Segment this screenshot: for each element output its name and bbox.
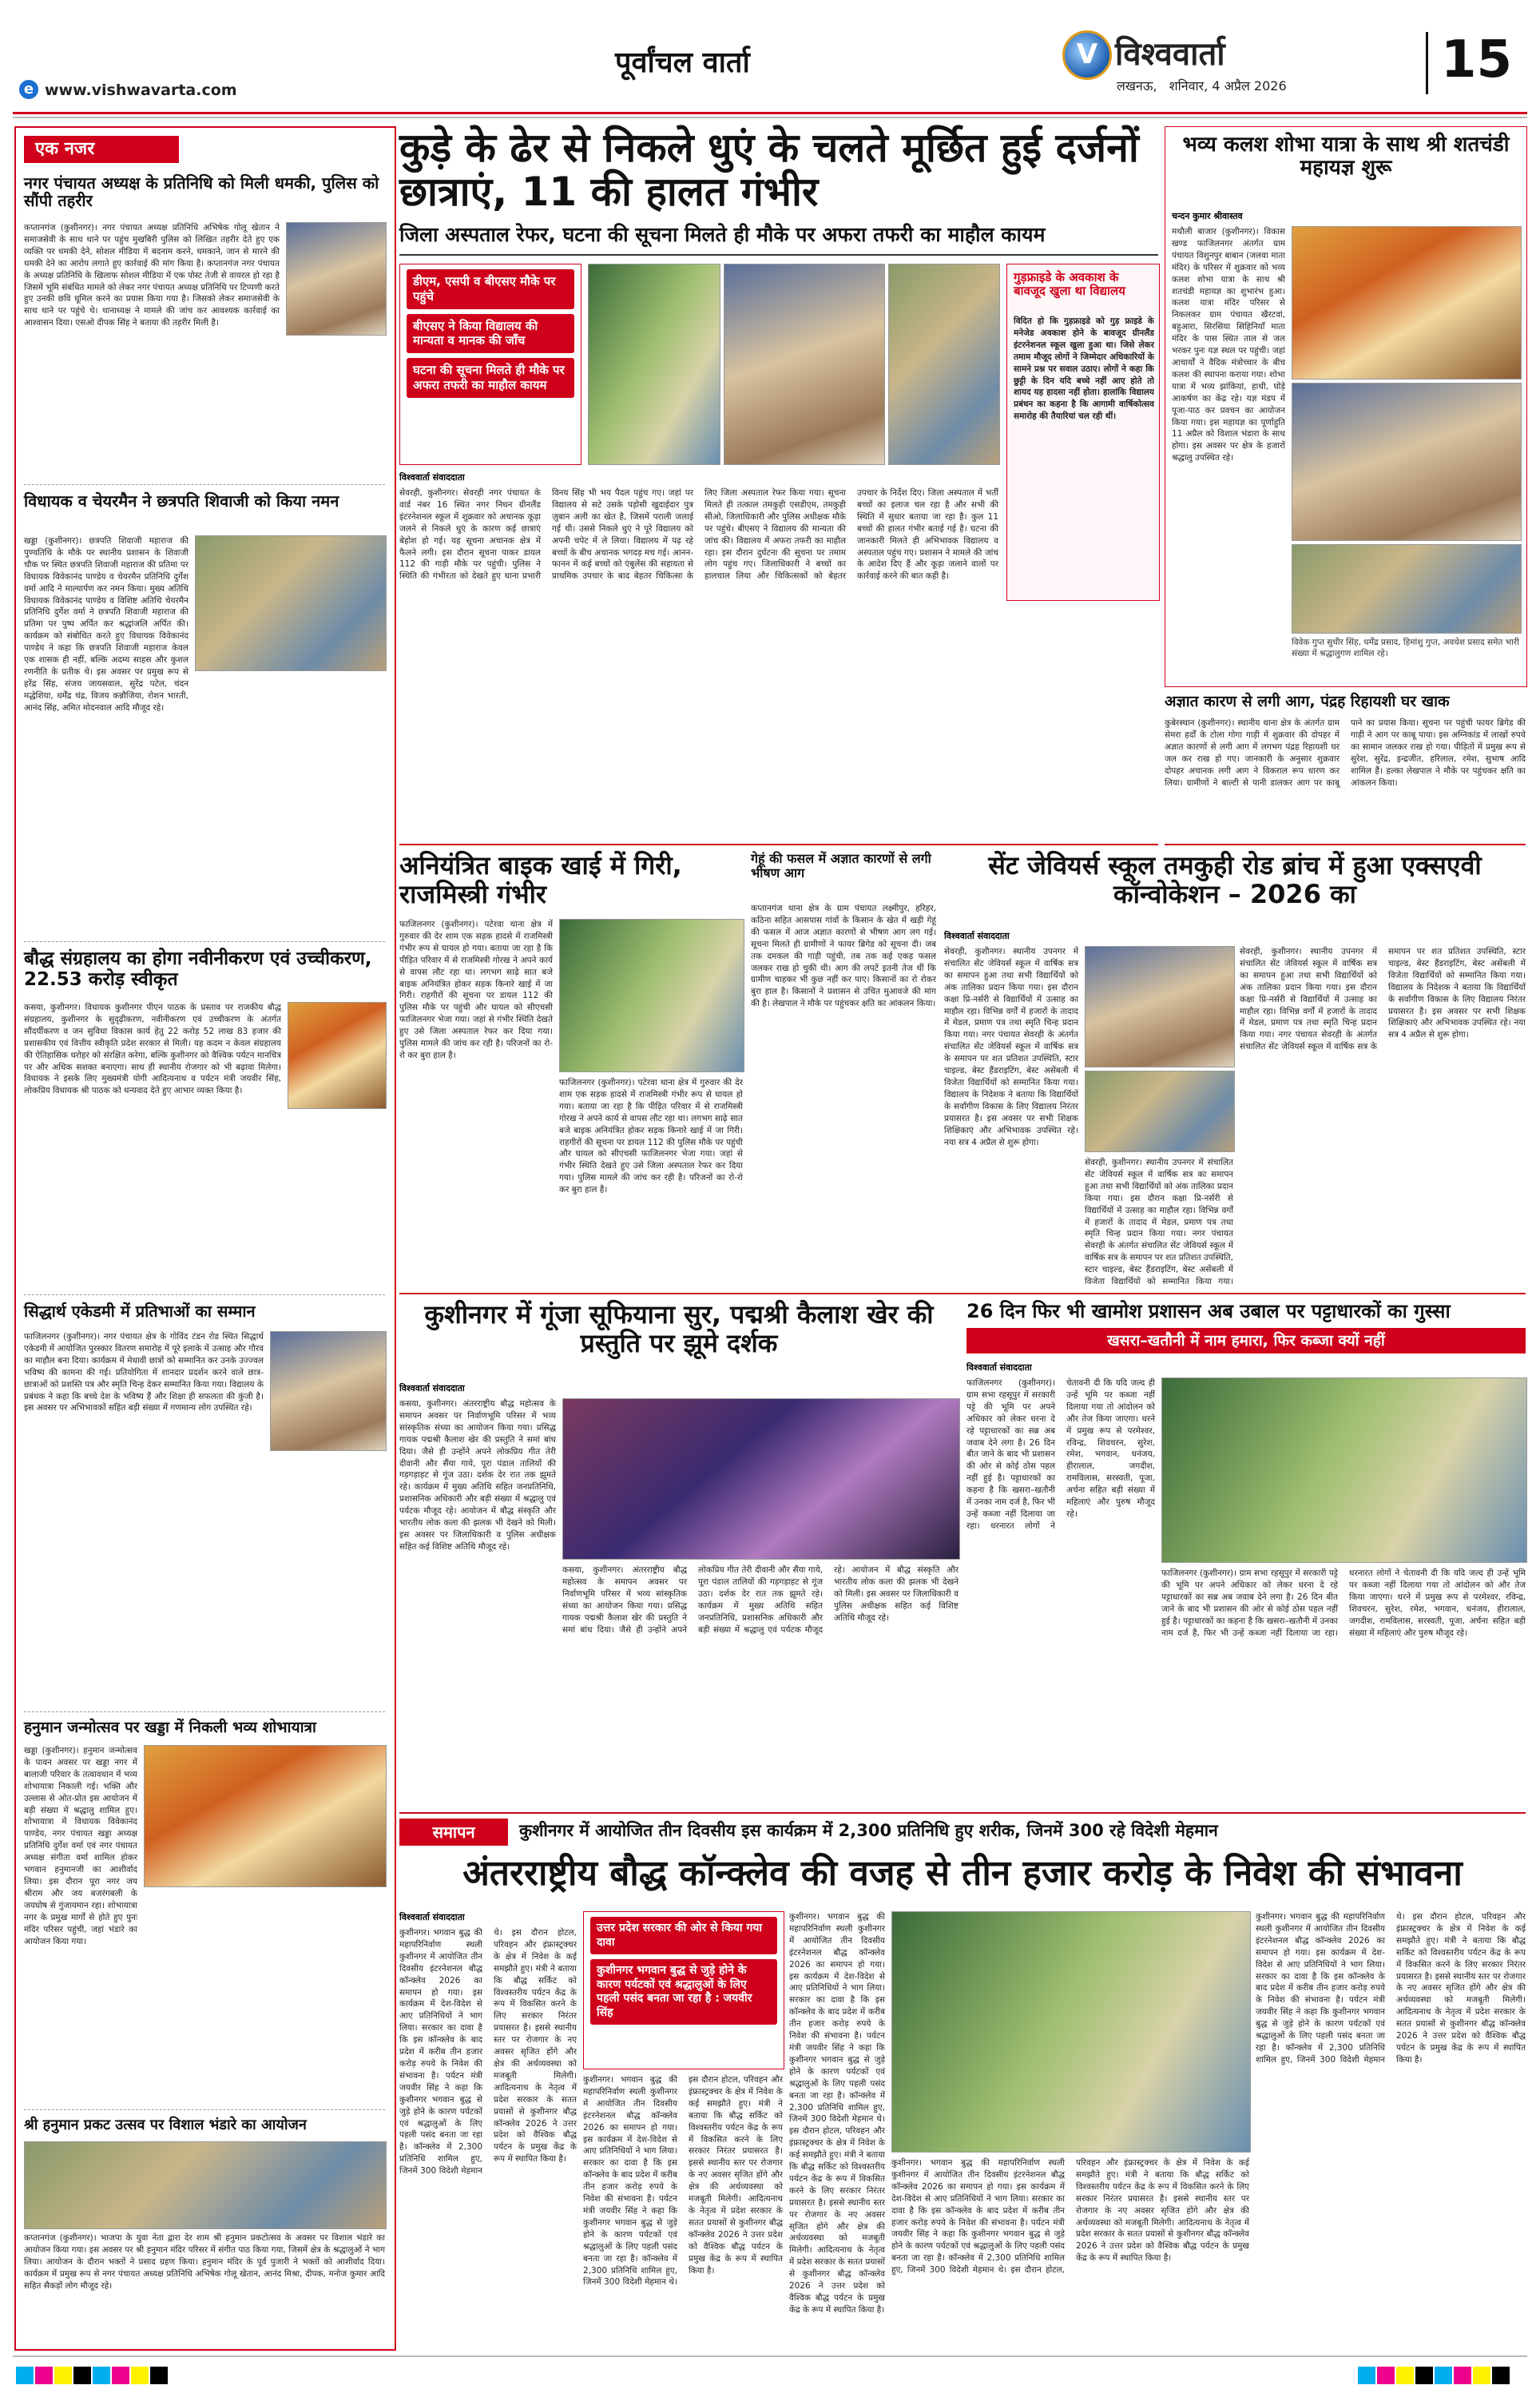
pattedar-photo	[1161, 1377, 1527, 1563]
bike-body-2: फाजिलनगर (कुशीनगर)। पटेरवा थाना क्षेत्र में गुरुवार की देर शाम एक सड़क हादसे में राजमिस्त्री गंभीर रूप से घायल हो गया। बताया जा रहा है कि पीड़ित परिवार में से राजमिस्त्री गोरख ने अपने कार्य से वापस लौट रहा था। लगभग साढ़े सात बजे बाइक अनियंत्रित होकर सड़क किनारे खाई में जा गिरी। राहगीरों की सूचना पर डायल 112 की पुलिस मौके पर पहुंची और घायल को सीएचसी फाजिलनगर भेजा गया। जहां से गंभीर स्थिति देखते हुए उसे जिला अस्पताल रेफर कर दिया गया। पुलिस मामले की जांच कर रही है। परिजनों का रो-रो कर बुरा हाल है।	[559, 1078, 743, 1195]
lead-subhead: जिला अस्पताल रेफर, घटना की सूचना मिलते ही मौके पर अफरा तफरी का माहौल कायम	[399, 223, 1046, 246]
samapan-photo	[891, 1911, 1251, 2153]
samapan-body-3: कुशीनगर। भगवान बुद्ध की महापरिनिर्वाण स्थली कुशीनगर में आयोजित तीन दिवसीय इंटरनेशनल बौद्ध कॉन्क्लेव 2026 का समापन हो गया। इस कार्यक्रम में देश-विदेश से आए प्रतिनिधियों ने भाग लिया। सरकार का दावा है कि इस कॉन्क्लेव के बाद प्रदेश में करीब तीन हजार करोड़ रुपये के निवेश की संभावना है। पर्यटन मंत्री जयवीर सिंह ने कहा कि कुशीनगर भगवान बुद्ध से जुड़े होने के कारण पर्यटकों एवं श्रद्धालुओं के लिए पहली पसंद बनता जा रहा है। कॉन्क्लेव में 2,300 प्रतिनिधि शामिल हुए, जिनमें 300 विदेशी मेहमान थे। इस दौरान होटल, परिवहन और इंफ्रास्ट्रक्चर के क्षेत्र में निवेश के कई समझौते हुए। मंत्री ने बताया कि बौद्ध सर्किट को विश्वस्तरीय पर्यटन केंद्र के रूप में विकसित करने के लिए सरकार निरंतर प्रयासरत है। इससे स्थानीय स्तर पर रोजगार के नए अवसर सृजित होंगे और क्षेत्र की अर्थव्यवस्था को मजबूती मिलेगी। आदित्यनाथ के नेतृत्व में प्रदेश सरकार के सतत प्रयासों से कुशीनगर बौद्ध कॉन्क्लेव 2026 ने उत्तर प्रदेश को वैश्विक बौद्ध पर्यटन के प्रमुख केंद्र के रूप में स्थापित किया है।	[789, 1912, 885, 2315]
yagya-caption: विवेक गुप्त सुधीर सिंह, धर्मेंद्र प्रसाद, हिमांशु गुप्त, अवधेश प्रसाद समेत भारी संख्या में श्रद्धालुगण शामिल रहे।	[1292, 638, 1519, 659]
samapan-body-1: कुशीनगर। भगवान बुद्ध की महापरिनिर्वाण स्थली कुशीनगर में आयोजित तीन दिवसीय इंटरनेशनल बौद्ध कॉन्क्लेव 2026 का समापन हो गया। इस कार्यक्रम में देश-विदेश से आए प्रतिनिधियों ने भाग लिया। सरकार का दावा है कि इस कॉन्क्लेव के बाद प्रदेश में करीब तीन हजार करोड़ रुपये के निवेश की संभावना है। पर्यटन मंत्री जयवीर सिंह ने कहा कि कुशीनगर भगवान बुद्ध से जुड़े होने के कारण पर्यटकों एवं श्रद्धालुओं के लिए पहली पसंद बनता जा रहा है। कॉन्क्लेव में 2,300 प्रतिनिधि शामिल हुए, जिनमें 300 विदेशी मेहमान थे। इस दौरान होटल, परिवहन और इंफ्रास्ट्रक्चर के क्षेत्र में निवेश के कई समझौते हुए। मंत्री ने बताया कि बौद्ध सर्किट को विश्वस्तरीय पर्यटन केंद्र के रूप में विकसित करने के लिए सरकार निरंतर प्रयासरत है। इससे स्थानीय स्तर पर रोजगार के नए अवसर सृजित होंगे और क्षेत्र की अर्थव्यवस्था को मजबूती मिलेगी। आदित्यनाथ के नेतृत्व में प्रदेश सरकार के सतत प्रयासों से कुशीनगर बौद्ध कॉन्क्लेव 2026 ने उत्तर प्रदेश को वैश्विक बौद्ध पर्यटन के प्रमुख केंद्र के रूप में स्थापित किया है।	[399, 1928, 577, 2176]
left-column	[14, 126, 396, 2351]
header-rule-gray	[13, 117, 1527, 118]
header-divider	[1426, 32, 1428, 94]
story-museum-headline: बौद्ध संग्रहालय का होगा नवीनीकरण एवं उच्चीकरण, 22.53 करोड़ स्वीकृत	[24, 948, 372, 990]
yagya-headline: भव्य कलश शोभा यात्रा के साथ श्री शतचंडी महायज्ञ शुरू	[1182, 133, 1510, 181]
samapan-body-2: कुशीनगर। भगवान बुद्ध की महापरिनिर्वाण स्थली कुशीनगर में आयोजित तीन दिवसीय इंटरनेशनल बौद्ध कॉन्क्लेव 2026 का समापन हो गया। इस कार्यक्रम में देश-विदेश से आए प्रतिनिधियों ने भाग लिया। सरकार का दावा है कि इस कॉन्क्लेव के बाद प्रदेश में करीब तीन हजार करोड़ रुपये के निवेश की संभावना है। पर्यटन मंत्री जयवीर सिंह ने कहा कि कुशीनगर भगवान बुद्ध से जुड़े होने के कारण पर्यटकों एवं श्रद्धालुओं के लिए पहली पसंद बनता जा रहा है। कॉन्क्लेव में 2,300 प्रतिनिधि शामिल हुए, जिनमें 300 विदेशी मेहमान थे। इस दौरान होटल, परिवहन और इंफ्रास्ट्रक्चर के क्षेत्र में निवेश के कई समझौते हुए। मंत्री ने बताया कि बौद्ध सर्किट को विश्वस्तरीय पर्यटन केंद्र के रूप में विकसित करने के लिए सरकार निरंतर प्रयासरत है। इससे स्थानीय स्तर पर रोजगार के नए अवसर सृजित होंगे और क्षेत्र की अर्थव्यवस्था को मजबूती मिलेगी। आदित्यनाथ के नेतृत्व में प्रदेश सरकार के सतत प्रयासों से कुशीनगर बौद्ध कॉन्क्लेव 2026 ने उत्तर प्रदेश को वैश्विक बौद्ध पर्यटन के प्रमुख केंद्र के रूप में स्थापित किया है।	[583, 2075, 783, 2288]
kailash-headline: कुशीनगर में गूंजा सूफियाना सुर, पद्मश्री कैलाश खेर की प्रस्तुति पर झूमे दर्शक	[424, 1299, 934, 1358]
lead-bullets	[399, 264, 581, 465]
samapan-strap: कुशीनगर में आयोजित तीन दिवसीय इस कार्यक्रम में 2,300 प्रतिनिधि हुए शरीक, जिनमें 300 रहे विदेशी मेहमान	[519, 1821, 1218, 1840]
samapan-rule	[399, 1812, 1526, 1814]
ek-nazar-label: एक नजर	[24, 136, 179, 163]
story-museum-photo	[288, 1002, 387, 1109]
lead-bullet-3: घटना की सूचना मिलते ही मौके पर अफरा तफरी का माहौल कायम	[407, 358, 574, 398]
school-headline: सेंट जेवियर्स स्कूल तमकुही रोड ब्रांच में हुआ एक्सएवी कॉन्वोकेशन – 2026 का	[988, 850, 1482, 909]
lead-bullet-2: बीएसए ने किया विद्यालय की मान्यता व मानक की जाँच	[407, 314, 574, 354]
story-academy-headline: सिद्धार्थ एकेडमी में प्रतिभाओं का सम्मान	[24, 1302, 256, 1321]
fire-body: कुबेरस्थान (कुशीनगर)। स्थानीय थाना क्षेत्र के अंतर्गत ग्राम सेमरा हर्दों के टोला गोगा गाड़ी में शुक्रवार की दोपहर में अज्ञात कारणों से लगी आग में लगभग पंद्रह रिहायशी घर जल कर राख हो गए। जानकारी के अनुसार शुक्रवार दोपहर अचानक लगी आग ने विकराल रूप धारण कर लिया। ग्रामीणों ने बाल्टी से पानी डालकर आग पर काबू पाने का प्रयास किया। सूचना पर पहुंची फायर ब्रिगेड की गाड़ी ने आग पर काबू पाया। इस अग्निकांड में लाखों रुपये का सामान जलकर राख हो गया। पीड़ितों में प्रमुख रूप से सुरेश, सुरेंद्र, इन्द्रजीत, हरिलाल, रमेश, सुभाष आदि शामिल हैं। हल्का लेखपाल ने मौके पर पहुंचकर क्षति का आंकलन किया।	[1165, 718, 1526, 788]
bike-headline: अनियंत्रित बाइक खाई में गिरी, राजमिस्त्री गंभीर	[399, 850, 682, 909]
bike-photo	[559, 919, 744, 1072]
school-photo-1	[1085, 946, 1235, 1067]
samapan-headline: अंतरराष्ट्रीय बौद्ध कॉन्क्लेव की वजह से तीन हजार करोड़ के निवेश की संभावना	[462, 1853, 1463, 1894]
pattedar-body-2: फाजिलनगर (कुशीनगर)। ग्राम सभा रहसूपुर में सरकारी पट्टे की भूमि पर अपने अधिकार को लेकर धरना दे रहे पट्टाधारकों का सब्र अब जवाब देने लगा है। 26 दिन बीत जाने के बाद भी प्रशासन की ओर से कोई ठोस पहल नहीं हुई है। पट्टाधारकों का कहना है कि खसरा–खतौनी में उनका नाम दर्ज है, फिर भी उन्हें कब्जा नहीं दिलाया जा रहा। धरनारत लोगों ने चेतावनी दी कि यदि जल्द ही उन्हें भूमि पर कब्जा नहीं दिलाया गया तो आंदोलन को और तेज किया जाएगा। धरने में प्रमुख रूप से परमेश्वर, रविन्द्र, शिवचरन, सुरेश, रमेश, भगवान, धनंजय, हीरालाल, जगदीश, रामविलास, सरस्वती, पूजा, अर्चना सहित बड़ी संख्या में महिलाएं और पुरुष मौजूद रहे।	[1161, 1568, 1526, 1638]
yagya-byline: चन्दन कुमार श्रीवास्तव	[1172, 211, 1243, 221]
story-procession-photo	[144, 1745, 387, 1887]
story-shivaji-body: खड्डा (कुशीनगर)। छत्रपति शिवाजी महाराज की पुण्यतिथि के मौके पर स्थानीय प्रशासन के शिवाजी चौक पर स्थित छत्रपति शिवाजी महाराज की प्रतिमा पर विधायक विवेकानंद पाण्डेय व चेयरमैन प्रतिनिधि दुर्गेश वर्मा आदि ने माल्यार्पण कर नमन किया। मुख्य अतिथि विधायक विवेकानंद पाण्डेय व विशिष्ट अतिथि चेयरमैन प्रतिनिधि दुर्गेश वर्मा ने छत्रपति शिवाजी महाराज की प्रतिमा पर पुष्प अर्पित कर श्रद्धांजलि अर्पित की। कार्यक्रम को संबोधित करते हुए विधायक विवेकानंद पाण्डेय ने कहा कि छत्रपति शिवाजी महाराज केवल एक शासक ही नहीं, बल्कि अदम्य साहस और कुशल रणनीति के प्रतीक थे। इस अवसर पर प्रमुख रूप से हरेंद्र सिंह, संजय जायसवाल, सुरेंद्र पटेल, चंदन मद्धेशिया, धर्मेंद्र चंद्र, विजय कन्नौजिया, रोशन भारती, आनंद सिंह, अमित मोदनवाल आदि मौजूद रहे।	[24, 536, 189, 713]
lead-inset-headline: गुड़फ्राइडे के अवकाश के बावजूद खुला था विद्यालय	[1014, 270, 1125, 298]
yagya-photo-1	[1292, 226, 1522, 380]
website-logo-icon: e	[19, 80, 38, 99]
story-academy-body: फाजिलनगर (कुशीनगर)। नगर पंचायत क्षेत्र के गोविंद टंडन रोड स्थित सिद्धार्थ एकेडमी में आयोजित पुरस्कार वितरण समारोह में पूरे इलाके में उत्साह और गौरव का माहौल बना दिया। कार्यक्रम में मेधावी छात्रों को सम्मानित कर उनके उज्ज्वल भविष्य की कामना की गई। प्रतियोगिता में शानदार प्रदर्शन करने वाले छात्र-छात्राओं को प्रशस्ति पत्र और स्मृति चिन्ह देकर सम्मानित किया गया। विद्यालय के प्रबंधक ने कहा कि बच्चे देश के भविष्य हैं और शिक्षा ही सफलता की कुंजी है। इस अवसर पर अभिभावकों सहित बड़ी संख्या में गणमान्य लोग उपस्थित रहे।	[24, 1332, 264, 1413]
kailash-body-2: कसया, कुशीनगर। अंतरराष्ट्रीय बौद्ध महोत्सव के समापन अवसर पर निर्वाणभूमि परिसर में भव्य सांस्कृतिक संध्या का आयोजन किया गया। प्रसिद्ध गायक पद्मश्री कैलाश खेर की प्रस्तुति ने समां बांध दिया। जैसे ही उन्होंने अपने लोकप्रिय गीत तेरी दीवानी और सैंया गाये, पूरा पंडाल तालियों की गड़गड़ाहट से गूंज उठा। दर्शक देर रात तक झूमते रहे। कार्यक्रम में मुख्य अतिथि सहित जनप्रतिनिधि, प्रशासनिक अधिकारी और बड़ी संख्या में श्रद्धालु एवं पर्यटक मौजूद रहे। आयोजन में बौद्ध संस्कृति और भारतीय लोक कला की झलक भी देखने को मिली। इस अवसर पर जिलाधिकारी व पुलिस अधीक्षक सहित कई विशिष्ट अतिथि मौजूद रहे।	[562, 1565, 959, 1635]
brand-name: विश्ववार्ता	[1115, 36, 1225, 73]
school-body-3: सेवरही, कुशीनगर। स्थानीय उपनगर में संचालित सेंट जेवियर्स स्कूल में वार्षिक सत्र का समापन हुआ तथा सभी विद्यार्थियों को अंक तालिका प्रदान किया गया। इस दौरान कक्षा प्रि-नर्सरी से विद्यार्थियों में उत्साह का माहौल रहा। विभिन्न वर्गों में हजारों के तादाद में मेडल, प्रमाण पत्र तथा स्मृति चिन्ह प्रदान किया गया। नगर पंचायत सेवरही के अंतर्गत संचालित सेंट जेवियर्स स्कूल में वार्षिक सत्र के समापन पर शत प्रतिशत उपस्थिति, स्टार चाइल्ड, बेस्ट हैंडराइटिंग, बेस्ट असेंबली में विजेता विद्यार्थियों को सम्मानित किया गया। विद्यालय के निदेशक ने बताया कि विद्यार्थियों के सर्वांगीण विकास के लिए विद्यालय निरंतर प्रयासरत है। इस अवसर पर सभी शिक्षक शिक्षिकाएं और अभिभावक उपस्थित रहे। नया सत्र 4 अप्रैल से शुरू होगा।	[1240, 947, 1526, 1052]
lead-inset-box	[1006, 264, 1160, 601]
lead-headline: कुड़े के ढेर से निकले धुएं के चलते मूर्छित हुई दर्जनों छात्राएं, 11 की हालत गंभीर	[399, 125, 1139, 215]
samapan-body-5: कुशीनगर। भगवान बुद्ध की महापरिनिर्वाण स्थली कुशीनगर में आयोजित तीन दिवसीय इंटरनेशनल बौद्ध कॉन्क्लेव 2026 का समापन हो गया। इस कार्यक्रम में देश-विदेश से आए प्रतिनिधियों ने भाग लिया। सरकार का दावा है कि इस कॉन्क्लेव के बाद प्रदेश में करीब तीन हजार करोड़ रुपये के निवेश की संभावना है। पर्यटन मंत्री जयवीर सिंह ने कहा कि कुशीनगर भगवान बुद्ध से जुड़े होने के कारण पर्यटकों एवं श्रद्धालुओं के लिए पहली पसंद बनता जा रहा है। कॉन्क्लेव में 2,300 प्रतिनिधि शामिल हुए, जिनमें 300 विदेशी मेहमान थे। इस दौरान होटल, परिवहन और इंफ्रास्ट्रक्चर के क्षेत्र में निवेश के कई समझौते हुए। मंत्री ने बताया कि बौद्ध सर्किट को विश्वस्तरीय पर्यटन केंद्र के रूप में विकसित करने के लिए सरकार निरंतर प्रयासरत है। इससे स्थानीय स्तर पर रोजगार के नए अवसर सृजित होंगे और क्षेत्र की अर्थव्यवस्था को मजबूती मिलेगी। आदित्यनाथ के नेतृत्व में प्रदेश सरकार के सतत प्रयासों से कुशीनगर बौद्ध कॉन्क्लेव 2026 ने उत्तर प्रदेश को वैश्विक बौद्ध पर्यटन के प्रमुख केंद्र के रूप में स्थापित किया है।	[1256, 1912, 1526, 2065]
school-body: सेवरही, कुशीनगर। स्थानीय उपनगर में संचालित सेंट जेवियर्स स्कूल में वार्षिक सत्र का समापन हुआ तथा सभी विद्यार्थियों को अंक तालिका प्रदान किया गया। इस दौरान कक्षा प्रि-नर्सरी से विद्यार्थियों में उत्साह का माहौल रहा। विभिन्न वर्गों में हजारों के तादाद में मेडल, प्रमाण पत्र तथा स्मृति चिन्ह प्रदान किया गया। नगर पंचायत सेवरही के अंतर्गत संचालित सेंट जेवियर्स स्कूल में वार्षिक सत्र के समापन पर शत प्रतिशत उपस्थिति, स्टार चाइल्ड, बेस्ट हैंडराइटिंग, बेस्ट असेंबली में विजेता विद्यार्थियों को सम्मानित किया गया। विद्यालय के निदेशक ने बताया कि विद्यार्थियों के सर्वांगीण विकास के लिए विद्यालय निरंतर प्रयासरत है। इस अवसर पर सभी शिक्षक शिक्षिकाएं और अभिभावक उपस्थित रहे। नया सत्र 4 अप्रैल से शुरू होगा।	[944, 947, 1078, 1147]
lead-photo-1	[588, 264, 720, 465]
story-museum-body: कसया, कुशीनगर। विधायक कुशीनगर पीएन पाठक के प्रस्ताव पर राजकीय बौद्ध संग्रहालय, कुशीनगर के सुदृढ़ीकरण, नवीनीकरण एवं उच्चीकरण के अंतर्गत सौंदर्यीकरण व जन सुविधा विकास कार्य हेतु 22 करोड़ 52 लाख 83 हजार की प्रशासकीय एवं वित्तीय स्वीकृति प्रदेश सरकार से मिली। यह कदम न केवल संग्रहालय की ऐतिहासिक धरोहर को संरक्षित करेगा, बल्कि कुशीनगर को वैश्विक पर्यटन मानचित्र पर और अधिक सशक्त बनाएगा। साथ ही स्थानीय रोजगार को भी बढ़ावा मिलेगा। विधायक ने इसके लिए मुख्यमंत्री योगी आदित्यनाथ व पर्यटन मंत्री जयवीर सिंह, लोकप्रिय विधायक श्री पाठक को धन्यवाद देते हुए आभार व्यक्त किया है।	[24, 1003, 281, 1096]
samapan-byline: विश्ववार्ता संवाददाता	[399, 1912, 465, 1922]
lead-bullet-1: डीएम, एसपी व बीएसए मौके पर पहुंचे	[407, 269, 574, 309]
pattedar-body: फाजिलनगर (कुशीनगर)। ग्राम सभा रहसूपुर में सरकारी पट्टे की भूमि पर अपने अधिकार को लेकर धरना दे रहे पट्टाधारकों का सब्र अब जवाब देने लगा है। 26 दिन बीत जाने के बाद भी प्रशासन की ओर से कोई ठोस पहल नहीं हुई है। पट्टाधारकों का कहना है कि खसरा–खतौनी में उनका नाम दर्ज है, फिर भी उन्हें कब्जा नहीं दिलाया जा रहा। धरनारत लोगों ने चेतावनी दी कि यदि जल्द ही उन्हें भूमि पर कब्जा नहीं दिलाया गया तो आंदोलन को और तेज किया जाएगा। धरने में प्रमुख रूप से परमेश्वर, रविन्द्र, शिवचरन, सुरेश, रमेश, भगवान, धनंजय, हीरालाल, जगदीश, रामविलास, सरस्वती, पूजा, अर्चना सहित बड़ी संख्या में महिलाएं और पुरुष मौजूद रहे।	[966, 1378, 1155, 1531]
print-registration-left	[16, 2367, 169, 2387]
dateline: लखनऊ, शनिवार, 4 अप्रैल 2026	[1117, 78, 1287, 93]
lead-inset-body: विदित हो कि गुड़फ्राइडे को गुड़ फ्राइडे के मनेजेड अवकाश होने के बावजूद ग्रीनलैंड इंटरनेशनल स्कूल खुला हुआ था। जिसे लेकर तमाम मौजूद लोगों ने जिम्मेदार अधिकारियों के सामने प्रश्न पर सवाल उठाए। लोगों ने कहा कि छुट्टी के दिन यदि बच्चे नहीं आए होते तो शायद यह हादसा नहीं होता। हालांकि विद्यालय प्रबंधन का कहना है कि आगामी वार्षिकोत्सव समारोह की तैयारियां चल रही थीं।	[1014, 316, 1154, 422]
yagya-box	[1165, 126, 1527, 687]
pattedar-byline: विश्ववार्ता संवाददाता	[966, 1362, 1032, 1373]
lead-byline: विश्ववार्ता संवाददाता	[399, 472, 465, 483]
masthead	[0, 0, 1540, 112]
print-registration-right	[1358, 2367, 1511, 2387]
story-bhandara-body: कप्तानगंज (कुशीनगर)। भाजपा के युवा नेता द्वारा देर शाम श्री हनुमान प्रकटोत्सव के अवसर पर विशाल भंडारे का आयोजन किया गया। इस अवसर पर श्री हनुमान मंदिर परिसर में संगीत पाठ किया गया, जिसमें क्षेत्र के श्रद्धालुओं ने भाग लिया। आयोजन के दौरान भक्तों ने प्रसाद ग्रहण किया। हनुमान मंदिर के पूर्व पुजारी ने भक्तों को आशीर्वाद दिया। कार्यक्रम में प्रमुख रूप से नगर पंचायत अध्यक्ष प्रतिनिधि अभिषेक गोलू खेतान, आनंद मिश्रा, दीपक, मनोज कुमार आदि सहित सैकड़ों लोग मौजूद रहे।	[24, 2233, 385, 2291]
kailash-photo	[562, 1398, 960, 1560]
lead-photo-3	[888, 264, 1000, 465]
school-body-2: सेवरही, कुशीनगर। स्थानीय उपनगर में संचालित सेंट जेवियर्स स्कूल में वार्षिक सत्र का समापन हुआ तथा सभी विद्यार्थियों को अंक तालिका प्रदान किया गया। इस दौरान कक्षा प्रि-नर्सरी से विद्यार्थियों में उत्साह का माहौल रहा। विभिन्न वर्गों में हजारों के तादाद में मेडल, प्रमाण पत्र तथा स्मृति चिन्ह प्रदान किया गया। नगर पंचायत सेवरही के अंतर्गत संचालित सेंट जेवियर्स स्कूल में वार्षिक सत्र के समापन पर शत प्रतिशत उपस्थिति, स्टार चाइल्ड, बेस्ट हैंडराइटिंग, बेस्ट असेंबली में विजेता विद्यार्थियों को सम्मानित किया गया।	[1085, 1158, 1233, 1286]
samapan-bullet-1: उत्तर प्रदेश सरकार की ओर से किया गया दावा	[590, 1917, 777, 1954]
wheat-headline: गेहूं की फसल में अज्ञात कारणों से लगी भीषण आग	[751, 851, 931, 880]
brand-logo-icon: V	[1062, 30, 1112, 80]
story-procession-body: खड्डा (कुशीनगर)। हनुमान जन्मोत्सव के पावन अवसर पर खड्डा नगर में बालाजी परिवार के तत्वावधान में भव्य शोभायात्रा निकाली गई। भक्ति और उल्लास से ओत-प्रोत इस आयोजन में बड़ी संख्या में श्रद्धालु शामिल हुए। शोभायात्रा में विधायक विवेकानंद पाण्डेय, नगर पंचायत खड्डा अध्यक्ष प्रतिनिधि दुर्गेश वर्मा एवं नगर पंचायत अध्यक्ष संगीता वर्मा शामिल होकर भगवान हनुमानजी का आशीर्वाद लिया। इस दौरान पूरा नगर जय श्रीराम और जय बजरंगबली के जयघोष से गुंजायमान रहा। शोभायात्रा नगर के प्रमुख मार्गों से होते हुए पुनः मंदिर परिसर पहुंची, जहां भंडारे का आयोजन किया गया।	[24, 1746, 137, 1946]
story-threat-headline: नगर पंचायत अध्यक्ष के प्रतिनिधि को मिली धमकी, पुलिस को सौंपी तहरीर	[24, 173, 379, 211]
story-shivaji-photo	[195, 535, 387, 671]
kailash-body: कसया, कुशीनगर। अंतरराष्ट्रीय बौद्ध महोत्सव के समापन अवसर पर निर्वाणभूमि परिसर में भव्य सांस्कृतिक संध्या का आयोजन किया गया। प्रसिद्ध गायक पद्मश्री कैलाश खेर की प्रस्तुति ने समां बांध दिया। जैसे ही उन्होंने अपने लोकप्रिय गीत तेरी दीवानी और सैंया गाये, पूरा पंडाल तालियों की गड़गड़ाहट से गूंज उठा। दर्शक देर रात तक झूमते रहे। कार्यक्रम में मुख्य अतिथि सहित जनप्रतिनिधि, प्रशासनिक अधिकारी और बड़ी संख्या में श्रद्धालु एवं पर्यटक मौजूद रहे। आयोजन में बौद्ध संस्कृति और भारतीय लोक कला की झलक भी देखने को मिली। इस अवसर पर जिलाधिकारी व पुलिस अधीक्षक सहित कई विशिष्ट अतिथि मौजूद रहे।	[399, 1399, 556, 1552]
lead-photo-2	[724, 264, 885, 465]
school-photo-2	[1085, 1071, 1235, 1152]
lead-rule	[399, 254, 1158, 256]
pattedar-kicker: खसरा–खतौनी में नाम हमारा, फिर कब्जा क्यों नहीं	[966, 1328, 1526, 1354]
kailash-byline: विश्ववार्ता संवाददाता	[399, 1383, 465, 1393]
fire-headline: अज्ञात कारण से लगी आग, पंद्रह रिहायशी घर खाक	[1165, 693, 1450, 710]
bike-body: फाजिलनगर (कुशीनगर)। पटेरवा थाना क्षेत्र में गुरुवार की देर शाम एक सड़क हादसे में राजमिस्त्री गंभीर रूप से घायल हो गया। बताया जा रहा है कि पीड़ित परिवार में से राजमिस्त्री गोरख ने अपने कार्य से वापस लौट रहा था। लगभग साढ़े सात बजे बाइक अनियंत्रित होकर सड़क किनारे खाई में जा गिरी। राहगीरों की सूचना पर डायल 112 की पुलिस मौके पर पहुंची और घायल को सीएचसी फाजिलनगर भेजा गया। जहां से गंभीर स्थिति देखते हुए उसे जिला अस्पताल रेफर कर दिया गया। पुलिस मामले की जांच कर रही है। परिजनों का रो-रो कर बुरा हाल है।	[399, 920, 553, 1060]
story-bhandara-headline: श्री हनुमान प्रकट उत्सव पर विशाल भंडारे का आयोजन	[24, 2117, 307, 2133]
page-number: 15	[1441, 30, 1513, 89]
story-shivaji-headline: विधायक व चेयरमैन ने छत्रपति शिवाजी को किया नमन	[24, 491, 339, 511]
pattedar-headline: 26 दिन फिर भी खामोश प्रशासन अब उबाल पर पट्टाधारकों का गुस्सा	[966, 1300, 1451, 1322]
samapan-label: समापन	[399, 1819, 508, 1846]
story-threat-photo	[286, 222, 387, 336]
section-title: पूर्वांचल वार्ता	[615, 46, 750, 79]
samapan-body-4: कुशीनगर। भगवान बुद्ध की महापरिनिर्वाण स्थली कुशीनगर में आयोजित तीन दिवसीय इंटरनेशनल बौद्ध कॉन्क्लेव 2026 का समापन हो गया। इस कार्यक्रम में देश-विदेश से आए प्रतिनिधियों ने भाग लिया। सरकार का दावा है कि इस कॉन्क्लेव के बाद प्रदेश में करीब तीन हजार करोड़ रुपये के निवेश की संभावना है। पर्यटन मंत्री जयवीर सिंह ने कहा कि कुशीनगर भगवान बुद्ध से जुड़े होने के कारण पर्यटकों एवं श्रद्धालुओं के लिए पहली पसंद बनता जा रहा है। कॉन्क्लेव में 2,300 प्रतिनिधि शामिल हुए, जिनमें 300 विदेशी मेहमान थे। इस दौरान होटल, परिवहन और इंफ्रास्ट्रक्चर के क्षेत्र में निवेश के कई समझौते हुए। मंत्री ने बताया कि बौद्ध सर्किट को विश्वस्तरीय पर्यटन केंद्र के रूप में विकसित करने के लिए सरकार निरंतर प्रयासरत है। इससे स्थानीय स्तर पर रोजगार के नए अवसर सृजित होंगे और क्षेत्र की अर्थव्यवस्था को मजबूती मिलेगी। आदित्यनाथ के नेतृत्व में प्रदेश सरकार के सतत प्रयासों से कुशीनगर बौद्ध कॉन्क्लेव 2026 ने उत्तर प्रदेश को वैश्विक बौद्ध पर्यटन के प्रमुख केंद्र के रूप में स्थापित किया है।	[891, 2158, 1249, 2276]
yagya-photo-2	[1292, 383, 1522, 541]
website-url[interactable]: www.vishwavarta.com	[45, 81, 237, 99]
yagya-photo-3	[1292, 544, 1522, 634]
lead-body: सेवरही, कुशीनगर। सेवरही नगर पंचायत के वार्ड नंबर 16 स्थित नगर निधन ग्रीनलैंड इंटरनेशनल स्कूल में शुक्रवार को अचानक कूड़ा जलने से निकले धुएं के कारण कई छात्राएं बेहोश हो गई। यह सूचना अचानक क्षेत्र में फैलने लगी। इस दौरान सूचना पाकर डायल 112 की गाड़ी मौके पर पहुंची। पुलिस ने स्थिति की गंभीरता को देखते हुए थाना प्रभारी विनय सिंह भी भय पैदल पहुंच गए। जहां पर विद्यालय से सटे उसके पड़ोसी खुदाईदार पुत्र ज़ुबान अली का खेत है, जिसमें पराली जलाई गई थी। उससे निकले धुएं ने पूरे विद्यालय को अपनी चपेट में ले लिया। विद्यालय में पढ़ रहे बच्चों के बीच अचानक भगदड़ मच गई। आनन-फानन में कई बच्चों को एंबुलेंस की सहायता से प्राथमिक उपचार के बाद बेहतर चिकित्सा के लिए जिला अस्पताल रेफर किया गया। सूचना मिलते ही तत्काल तमकुही एसडीएम, तमकुही सीओ, जिलाधिकारी और पुलिस अधीक्षक मौके पर पहुंचे। बीएसए ने विद्यालय की मान्यता की जांच की। विद्यालय में अफरा तफरी का माहौल रहा। इस दौरान दुर्घटना की सूचना पर तमाम लोग पहुंच गए। जिलाधिकारी ने बच्चों का हालचाल लिया और चिकित्सकों को बेहतर उपचार के निर्देश दिए। जिला अस्पताल में भर्ती बच्चों का इलाज चल रहा है और सभी की स्थिति में सुधार बताया जा रहा है। कुल 11 बच्चों की हालत गंभीर बताई गई है। घटना की जानकारी मिलते ही अभिभावक विद्यालय व अस्पताल पहुंच गए। प्रशासन ने मामले की जांच के आदेश दिए हैं और कूड़ा जलाने वालों पर कार्रवाई करने की बात कही है।	[399, 488, 998, 582]
story-academy-photo	[270, 1331, 387, 1451]
story-bhandara-photo	[24, 2141, 387, 2229]
samapan-bullet-2: कुशीनगर भगवान बुद्ध से जुड़े होने के कारण पर्यटकों एवं श्रद्धालुओं के लिए पहली पसंद बनता जा रहा है : जयवीर सिंह	[590, 1959, 777, 2025]
yagya-body: मथौली बाजार (कुशीनगर)। विकास खण्ड फाजिलनगर अंतर्गत ग्राम पंचायत विशुनपुर बाबान (जलवा माता मंदिर) के परिसर में शुक्रवार को भव्य कलश शोभा यात्रा के साथ श्री शतचंडी महायज्ञ का शुभारंभ हुआ। कलश यात्रा मंदिर परिसर से निकलकर ग्राम पंचायत खैरटवां, बहुआरा, सिरसिया सिहिनियाँ माता मंदिर के पास स्थित ताल से जल भरकर पुनः यज्ञ स्थल पर पहुंची। जहां आचार्यों ने वैदिक मंत्रोच्चार के बीच कलश की स्थापना कराया गया। शोभा यात्रा में भव्य झांकियां, हाथी, घोड़े आकर्षण का केंद्र रहे। यज्ञ मंडप में पूजा-पाठ कर प्रवचन का आयोजन किया गया। इस महायज्ञ का पूर्णाहुति 11 अप्रैल को विशाल भंडारा के साथ होगा। इस अवसर पर क्षेत्र के हजारों श्रद्धालु उपस्थित रहे।	[1172, 227, 1285, 463]
header-rule	[13, 112, 1527, 114]
story-procession-headline: हनुमान जन्मोत्सव पर खड्डा में निकली भव्य शोभायात्रा	[24, 1719, 316, 1736]
footer-rule	[13, 2355, 1527, 2357]
story-threat-body: कप्तानगंज (कुशीनगर)। नगर पंचायत अध्यक्ष प्रतिनिधि अभिषेक गोलू खेतान ने समाजसेवी के साथ थाने पर पहुंच मुखबिरी पुलिस को लिखित तहरीर देते हुए एक व्यक्ति पर धमकी देने, सोशल मीडिया में बदनाम करने, धमकाने, जान से मारने की धमकी देने का आरोप लगाते हुए कार्रवाई की मांग किया है। कप्तानगंज नगर पंचायत के अध्यक्ष प्रतिनिधि के खिलाफ सोशल मीडिया में एक पोस्ट तेजी से वायरल हो रहा है जिसमें भूमि संबंधित मामले को लेकर नगर पंचायत अध्यक्ष प्रतिनिधि पर टिप्पणी करते हुए उनकी छवि धूमिल करने का प्रयास किया गया है। जिसको लेकर समाजसेवी के साथ थाने पर पहुंचे थे। थानाध्यक्ष ने मामले की जांच कर आवश्यक कार्रवाई का आश्वासन दिया। एसओ दीपक सिंह ने बताया की तहरीर मिली है।	[24, 223, 280, 328]
school-byline: विश्ववार्ता संवाददाता	[944, 931, 1010, 941]
samapan-bullets	[583, 1911, 784, 2069]
wheat-body: कप्तानगंज थाना क्षेत्र के ग्राम पंचायत लक्ष्मीपुर, हरिहर, कठिना सहित आसपास गांवों के किसान के खेत में खड़ी गेहूं की फसल में आज अज्ञात कारणों से भीषण आग लग गई। सूचना मिलते ही ग्रामीणों ने फायर ब्रिगेड को सूचना दी। जब तक दमकल की गाड़ी पहुंची, तब तक कई एकड़ फसल जलकर राख हो चुकी थी। आग की लपटें इतनी तेज थीं कि ग्रामीण चाहकर भी कुछ नहीं कर पाए। किसानों का रो रोकर बुरा हाल है। किसानों ने प्रशासन से उचित मुआवजे की मांग की है। लेखपाल ने मौके पर पहुंचकर क्षति का आंकलन किया।	[751, 904, 936, 1009]
